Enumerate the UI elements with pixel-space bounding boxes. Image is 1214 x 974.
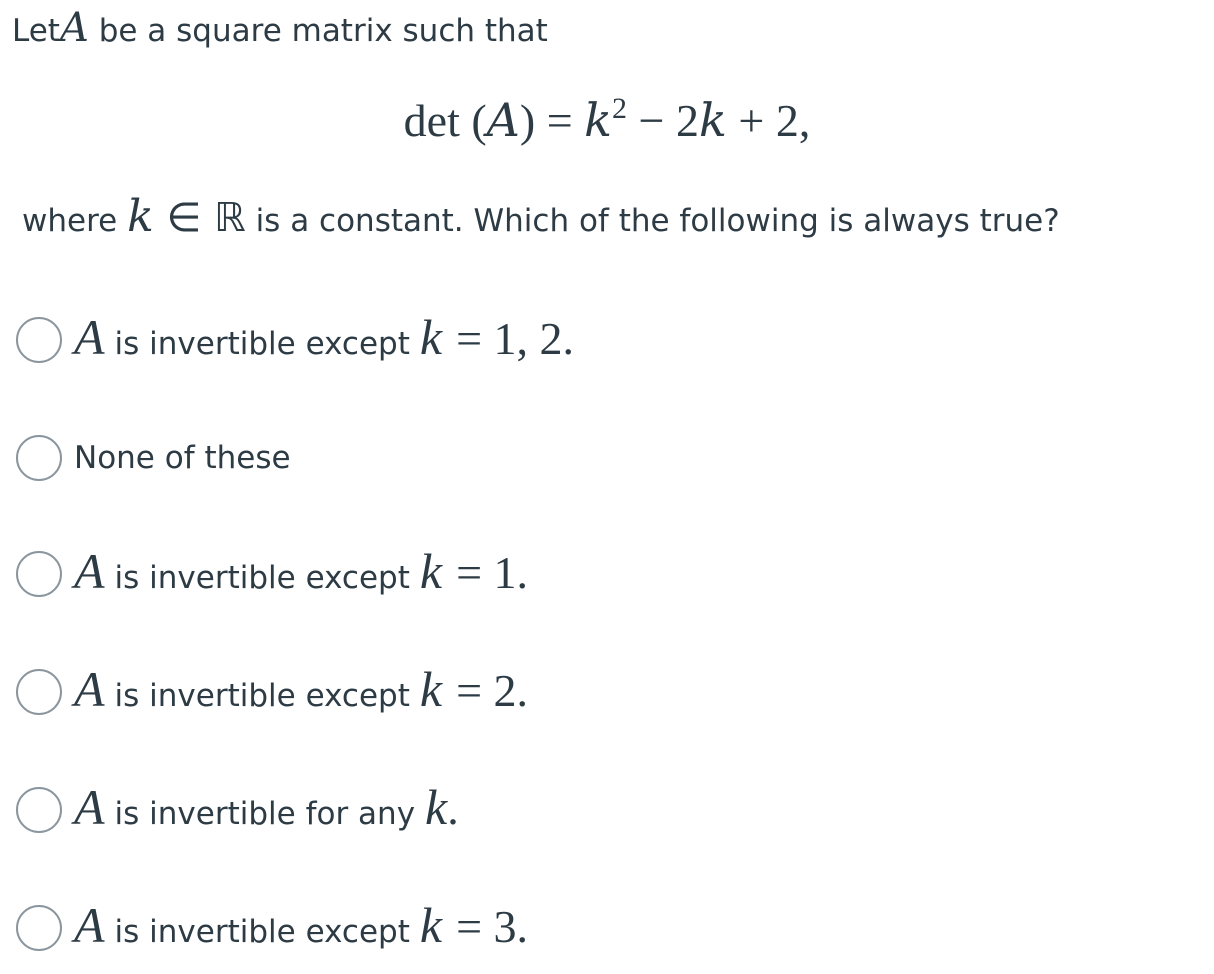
formula-rhs-k: k	[699, 93, 727, 147]
answer-k-var: k	[425, 778, 448, 835]
answer-k-var: k	[419, 660, 443, 717]
intro-suffix: be a square matrix such that	[88, 13, 548, 49]
formula-tail: + 2,	[726, 95, 811, 146]
answer-value: = 3.	[456, 900, 529, 952]
answer-label	[74, 307, 574, 374]
answer-label	[74, 777, 459, 844]
answer-value: = 1, 2.	[456, 312, 575, 364]
formula-power: 2	[612, 92, 628, 125]
radio-button[interactable]	[16, 551, 62, 597]
answer-matrix-var: A	[74, 660, 105, 717]
answer-option-2[interactable]	[16, 428, 291, 488]
radio-button[interactable]	[16, 787, 62, 833]
answer-k-var: k	[419, 896, 443, 953]
answer-text: is invertible except	[114, 913, 410, 950]
where-var: k	[127, 191, 154, 242]
where-prefix: where	[22, 203, 128, 239]
answer-text: None of these	[74, 440, 291, 476]
answer-value: .	[447, 782, 459, 834]
radio-button[interactable]	[16, 317, 62, 363]
formula-k: k	[584, 93, 613, 147]
radio-button[interactable]	[16, 435, 62, 481]
answer-option-1[interactable]	[16, 310, 574, 370]
answer-option-4[interactable]	[16, 662, 528, 722]
answer-text: is invertible for any	[114, 795, 416, 832]
where-suffix: is a constant. Which of the following is always true?	[245, 203, 1060, 239]
intro-prefix: Let	[12, 13, 60, 49]
answer-option-6[interactable]	[16, 898, 528, 958]
answer-text: is invertible except	[114, 325, 410, 362]
answer-text: is invertible except	[114, 677, 410, 714]
answer-matrix-var: A	[74, 896, 105, 953]
formula-matrix-var: A	[486, 93, 520, 147]
answer-matrix-var: A	[74, 308, 105, 365]
radio-button[interactable]	[16, 669, 62, 715]
radio-button[interactable]	[16, 905, 62, 951]
answer-k-var: k	[419, 542, 443, 599]
answer-option-3[interactable]	[16, 544, 528, 604]
answer-k-var: k	[419, 308, 443, 365]
answer-label	[74, 428, 291, 488]
answer-value: = 1.	[456, 546, 529, 598]
formula-lhs: det (	[403, 95, 487, 146]
answer-label	[74, 541, 528, 608]
answer-option-5[interactable]	[16, 780, 459, 840]
answer-matrix-var: A	[74, 542, 105, 599]
formula-lhs-close: ) =	[519, 95, 585, 146]
where-in: ∈	[153, 195, 215, 241]
answer-matrix-var: A	[74, 778, 105, 835]
formula-rhs: − 2	[627, 95, 699, 146]
answer-value: = 2.	[456, 664, 529, 716]
answer-label	[74, 659, 528, 726]
real-numbers-symbol: ℝ	[214, 195, 246, 241]
intro-matrix-var: A	[59, 5, 89, 51]
answer-text: is invertible except	[114, 559, 410, 596]
answer-label	[74, 895, 528, 962]
